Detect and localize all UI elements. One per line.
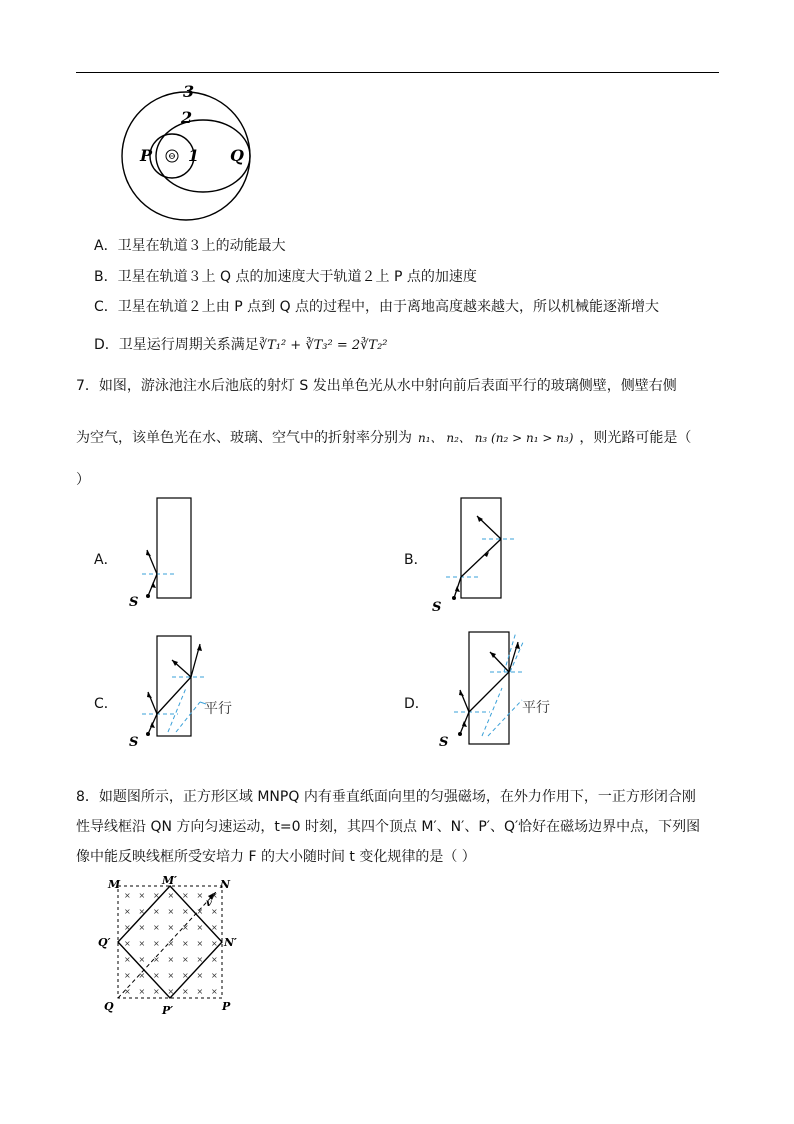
q8-stem-line3: 像中能反映线框所受安培力 F 的大小随时间 t 变化规律的是（ ） — [76, 849, 476, 865]
field-cross: × — [138, 891, 146, 900]
field-cross: × — [138, 987, 146, 996]
field-cross: × — [182, 923, 189, 932]
field-cross: × — [124, 923, 131, 932]
field-cross: × — [124, 971, 131, 980]
field-cross: × — [138, 939, 146, 948]
q7-option-d-label: D． — [404, 696, 429, 712]
q6-option-a: A．卫星在轨道３上的动能最大 — [94, 238, 286, 254]
field-cross: × — [124, 939, 131, 948]
q6-option-d-formula: ∛T₁² + ∛T₃² = 2∛T₂² — [258, 338, 388, 353]
field-cross: × — [138, 955, 146, 964]
field-cross: × — [124, 891, 131, 900]
q7-figure-b — [430, 494, 520, 616]
corner-label-N: N — [220, 878, 231, 891]
field-cross: × — [124, 955, 131, 964]
field-cross: × — [196, 923, 204, 932]
field-cross: × — [138, 923, 146, 932]
source-label-d: S — [439, 735, 449, 750]
vertex-label-P-prime: P′ — [162, 1004, 174, 1017]
q7-figure-a — [120, 494, 200, 606]
field-cross: × — [167, 907, 175, 916]
q8-stem-line1: 8．如题图所示，正方形区域 MNPQ 内有垂直纸面向里的匀强磁场，在外力作用下，一正方形闭合刚 — [76, 789, 696, 805]
q7-stem-line2 — [76, 429, 691, 447]
header-rule — [76, 72, 719, 73]
q6-option-b: B．卫星在轨道３上 Q 点的加速度大于轨道２上 P 点的加速度 — [94, 269, 477, 285]
field-cross: × — [196, 891, 204, 900]
field-cross: × — [167, 923, 175, 932]
field-cross: × — [138, 907, 146, 916]
q6-option-c: C．卫星在轨道２上由 P 点到 Q 点的过程中，由于离地高度越来越大，所以机械能逐渐增大 — [94, 299, 660, 315]
field-cross: × — [182, 955, 189, 964]
field-cross: × — [196, 939, 204, 948]
q7-figure-c — [120, 632, 250, 750]
point-label-Q: Q — [230, 146, 244, 165]
point-label-P: P — [140, 146, 153, 165]
velocity-label-v: v — [206, 898, 212, 909]
field-cross: × — [211, 907, 218, 916]
q7-refractive-formula: n₁、 n₂、 n₃ (n₂ > n₁ > n₃) — [418, 431, 574, 445]
field-cross: × — [138, 971, 146, 980]
field-cross: × — [182, 891, 189, 900]
corner-label-P: P — [222, 1000, 231, 1013]
corner-label-Q: Q — [104, 1000, 114, 1013]
q8-stem-line2: 性导线框沿 QN 方向匀速运动，t=0 时刻，其四个顶点 M′、N′、P′、Q′恰好在磁场边界中点，下列图 — [76, 819, 701, 835]
q7-figure-d — [432, 628, 562, 750]
q7-option-c-label: C． — [94, 696, 118, 712]
field-cross: × — [196, 907, 204, 916]
q7-option-a-label: A． — [94, 552, 118, 568]
corner-label-M: M — [108, 878, 121, 891]
field-cross: × — [211, 971, 218, 980]
q6-option-d-text: D．卫星运行周期关系满足 — [94, 337, 259, 353]
field-cross: × — [196, 987, 204, 996]
magnetic-field-crosses — [124, 891, 218, 996]
field-cross: × — [167, 971, 175, 980]
q7-stem-line3: ） — [76, 472, 90, 488]
orbit-diagram — [100, 84, 270, 224]
field-cross: × — [167, 955, 175, 964]
field-cross: × — [153, 955, 160, 964]
orbit-label-3: 3 — [183, 84, 195, 101]
field-cross: × — [182, 939, 189, 948]
field-cross: × — [182, 971, 189, 980]
q8-magnetic-field-figure — [96, 876, 246, 1020]
source-label-b: S — [432, 600, 442, 615]
vertex-label-M-prime: M′ — [162, 876, 178, 887]
field-cross: × — [211, 891, 218, 900]
field-cross: × — [167, 987, 175, 996]
field-cross: × — [211, 955, 218, 964]
field-cross: × — [211, 939, 218, 948]
field-cross: × — [196, 955, 204, 964]
q7-stem-line1: 7．如图，游泳池注水后池底的射灯 S 发出单色光从水中射向前后表面平行的玻璃侧壁，侧壁右侧 — [76, 378, 677, 394]
field-cross: × — [153, 891, 160, 900]
parallel-label-d: 平行 — [522, 700, 550, 716]
field-cross: × — [182, 987, 189, 996]
field-cross: × — [153, 939, 160, 948]
source-label-c: S — [129, 735, 139, 750]
q7-stem-line2-text: 为空气，该单色光在水、玻璃、空气中的折射率分别为 — [76, 430, 412, 446]
source-label-a: S — [129, 595, 139, 606]
field-cross: × — [182, 907, 189, 916]
field-cross: × — [211, 923, 218, 932]
field-cross: × — [124, 987, 131, 996]
field-cross: × — [124, 907, 131, 916]
field-cross: × — [153, 987, 160, 996]
field-cross: × — [196, 971, 204, 980]
field-cross: × — [153, 907, 160, 916]
q7-stem-line2-tail: ，则光路可能是（ — [579, 430, 692, 446]
field-cross: × — [153, 923, 160, 932]
orbit-label-1: 1 — [188, 146, 200, 165]
vertex-label-Q-prime: Q′ — [98, 936, 111, 949]
field-cross: × — [167, 939, 175, 948]
vertex-label-N-prime: N′ — [224, 936, 237, 949]
q6-option-d — [94, 336, 388, 355]
parallel-label-c: 平行 — [204, 701, 232, 717]
q7-option-b-label: B． — [404, 552, 428, 568]
field-cross: × — [211, 987, 218, 996]
field-cross: × — [153, 971, 160, 980]
field-cross: × — [167, 891, 175, 900]
orbit-label-2: 2 — [181, 108, 193, 127]
